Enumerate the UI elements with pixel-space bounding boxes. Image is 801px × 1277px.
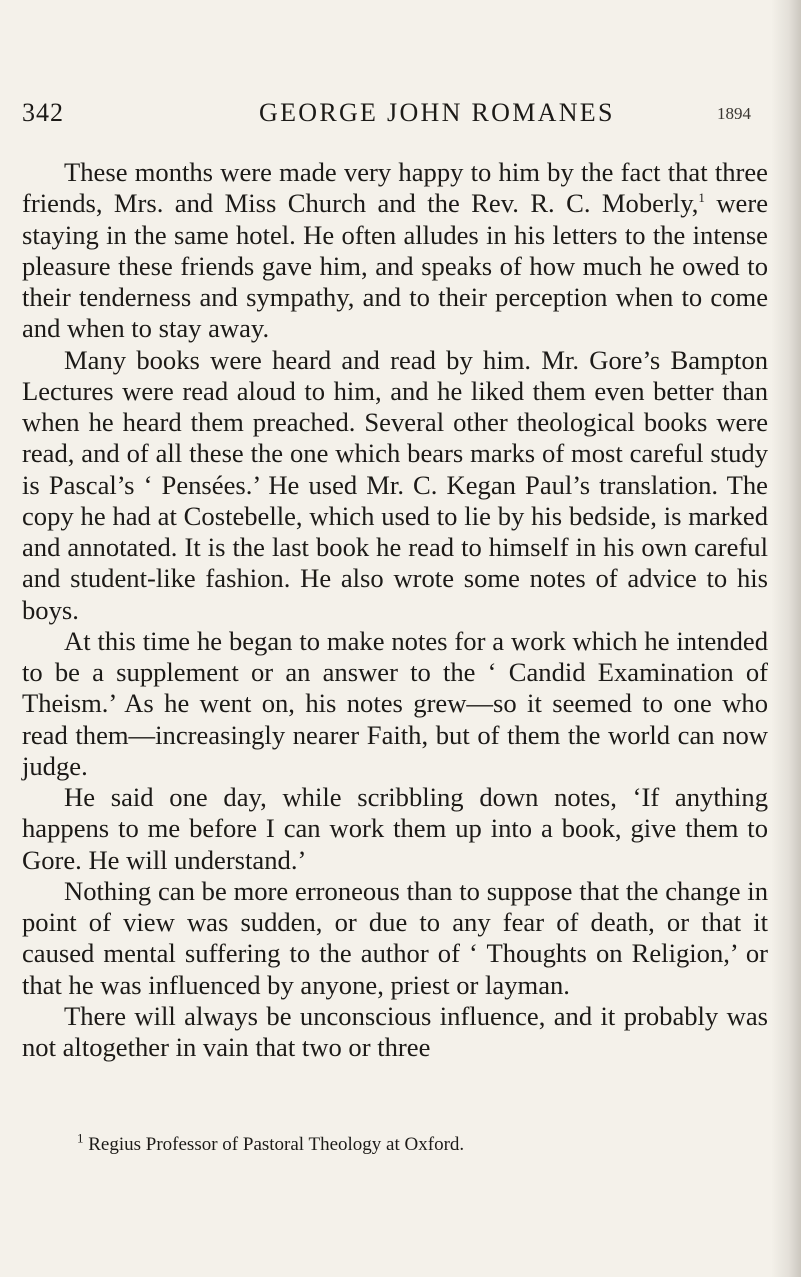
paragraph-6: There will always be unconscious influence, and it probably was not altogether in vain that two or three — [22, 1000, 768, 1062]
footnote-marker: 1 — [77, 1130, 84, 1146]
paragraph-1-text-a: These months were made very happy to him by the fact that three friends, Mrs. and Miss Church and the Rev. R. C. Moberly, — [22, 157, 768, 219]
page-header — [22, 98, 767, 138]
footnote-text: Regius Professor of Pastoral Theology at Oxford. — [83, 1134, 465, 1155]
page-number: 342 — [22, 98, 64, 127]
paragraph-1 — [22, 157, 768, 345]
paragraph-4: He said one day, while scribbling down notes, ‘If anything happens to me before I can work them up into a book, give them to Gore. He will understand.’ — [22, 782, 768, 875]
paragraph-3: At this time he began to make notes for a work which he intended to be a supplement or an answer to the ‘ Candid Examination of Theism.’ As he went on, his notes grew—so it seemed to one who read them—increasingly nearer Faith, but of them the world can now judge. — [22, 625, 768, 781]
paragraph-1-text-b: were staying in the same hotel. He often alludes in his letters to the intense pleasure these friends gave him, and speaks of how much he owed to their tenderness and sympathy, and to their perception when to come and when to stay away. — [22, 188, 768, 344]
footnote — [77, 1130, 767, 1157]
paragraph-2: Many books were heard and read by him. Mr. Gore’s Bampton Lectures were read aloud to him, and he liked them even better than when he heard them preached. Several other theological books were read, and of all these the one which bears marks of most careful study is Pascal’s ‘ Pensées.’ He used Mr. C. Kegan Paul’s translation. The copy he had at Costebelle, which used to lie by his bedside, is marked and annotated. It is the last book he read to himself in his own careful and student-like fashion. He also wrote some notes of advice to his boys. — [22, 344, 768, 625]
year-marginal-note: 1894 — [717, 104, 751, 123]
running-head: GEORGE JOHN ROMANES — [259, 98, 615, 127]
body-text — [22, 157, 768, 1063]
footnote-reference: 1 — [698, 190, 705, 206]
paragraph-5: Nothing can be more erroneous than to suppose that the change in point of view was sudden, or due to any fear of death, or that it caused mental suffering to the author of ‘ Thoughts on Religion,’ or that he was influenced by anyone, priest or layman. — [22, 875, 768, 1000]
page-edge-shadow — [771, 0, 801, 1277]
